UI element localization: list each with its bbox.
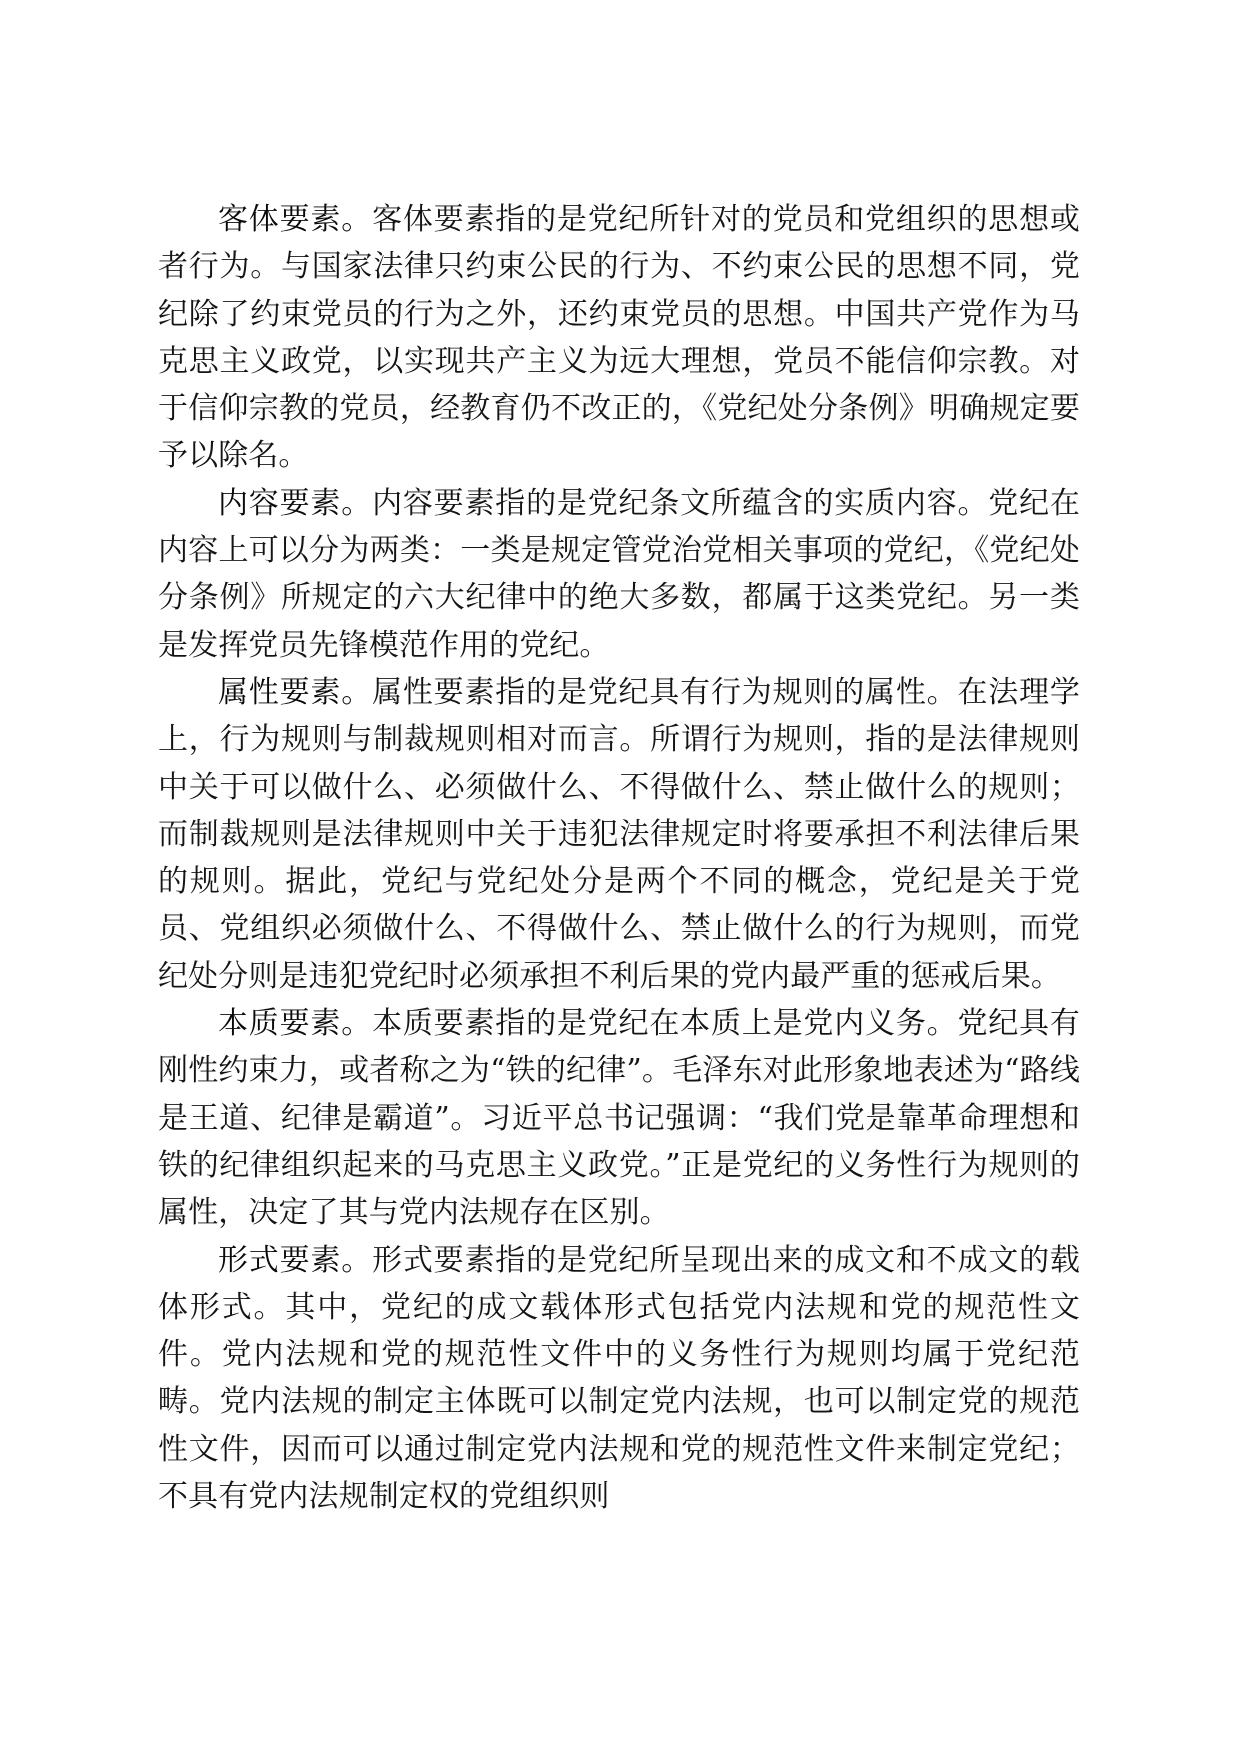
- paragraph-body: 客体要素指的是党纪所针对的党员和党组织的思想或者行为。与国家法律只约束公民的行为、不约束公民的思想不同，党纪除了约束党员的行为之外，还约束党员的思想。中国共产党作为马克思主义政党，以实现共产主义为远大理想，党员不能信仰宗教。对于信仰宗教的党员，经教育仍不改正的，《党纪处分条例》明确规定要予以除名。: [158, 202, 1080, 474]
- paragraph-heading: 客体要素。: [218, 202, 373, 237]
- paragraph-heading: 属性要素。: [218, 674, 373, 710]
- paragraph-body: 形式要素指的是党纪所呈现出来的成文和不成文的载体形式。其中，党纪的成文载体形式包括党内法规和党的规范性文件。党内法规和党的规范性文件中的义务性行为规则均属于党纪范畴。党内法规的制定主体既可以制定党内法规，也可以制定党的规范性文件，因而可以通过制定党内法规和党的规范性文件来制定党纪；不具有党内法规制定权的党组织则: [158, 1242, 1080, 1515]
- paragraph-form-element: [158, 1237, 1080, 1521]
- paragraph-essence-element: [158, 1000, 1080, 1236]
- paragraph-body: 属性要素指的是党纪具有行为规则的属性。在法理学上，行为规则与制裁规则相对而言。所谓行为规则，指的是法律规则中关于可以做什么、必须做什么、不得做什么、禁止做什么的规则；而制裁规则是法律规则中关于违犯法律规定时将要承担不利法律后果的规则。据此，党纪与党纪处分是两个不同的概念，党纪是关于党员、党组织必须做什么、不得做什么、禁止做什么的行为规则，而党纪处分则是违犯党纪时必须承担不利后果的党内最严重的惩戒后果。: [158, 674, 1080, 994]
- paragraph-object-element: [158, 196, 1080, 480]
- paragraph-content-element: [158, 480, 1080, 669]
- paragraph-heading: 本质要素。: [218, 1006, 373, 1042]
- paragraph-body: 内容要素指的是党纪条文所蕴含的实质内容。党纪在内容上可以分为两类：一类是规定管党治党相关事项的党纪，《党纪处分条例》所规定的六大纪律中的绝大多数，都属于这类党纪。另一类是发挥党员先锋模范作用的党纪。: [158, 485, 1080, 663]
- document-page: [158, 196, 1080, 1520]
- paragraph-heading: 内容要素。: [218, 485, 373, 521]
- paragraph-body: 本质要素指的是党纪在本质上是党内义务。党纪具有刚性约束力，或者称之为“铁的纪律”。毛泽东对此形象地表述为“路线是王道、纪律是霸道”。习近平总书记强调：“我们党是靠革命理想和铁的纪律组织起来的马克思主义政党。”正是党纪的义务性行为规则的属性，决定了其与党内法规存在区别。: [158, 1006, 1080, 1231]
- paragraph-heading: 形式要素。: [218, 1242, 373, 1278]
- paragraph-attribute-element: [158, 669, 1080, 1000]
